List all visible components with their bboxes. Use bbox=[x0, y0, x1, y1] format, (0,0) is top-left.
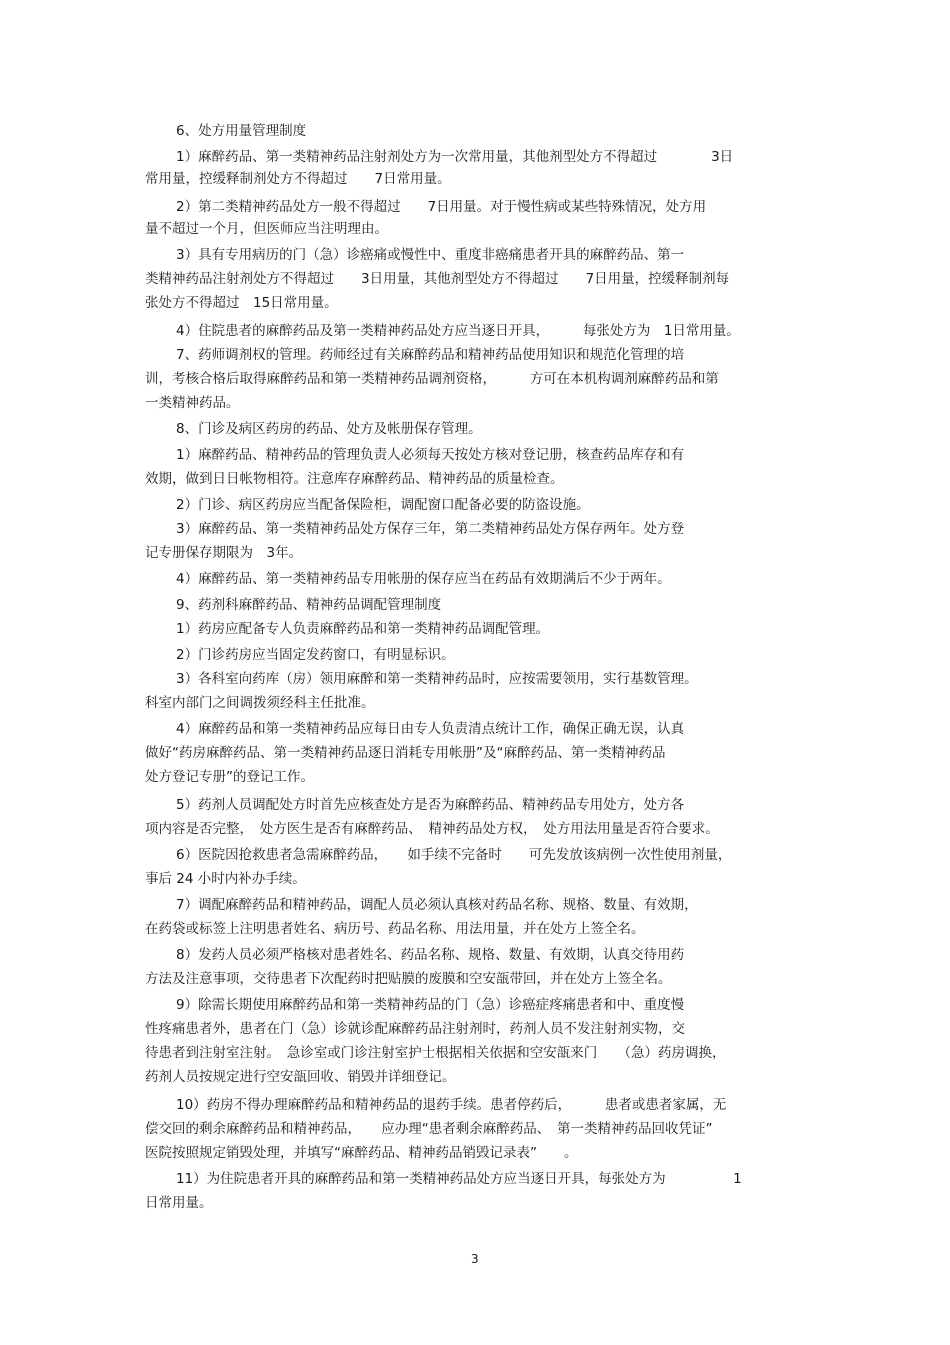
paragraph-line: 量不超过一个月，但医师应当注明理由。 bbox=[145, 221, 388, 237]
paragraph-line: 处方登记专册”的登记工作。 bbox=[145, 769, 314, 785]
page-number: 3 bbox=[471, 1252, 479, 1266]
paragraph-line: 偿交回的剩余麻醉药品和精神药品， 应办理“患者剩余麻醉药品、 第一类精神药品回收凭证” bbox=[145, 1121, 713, 1137]
section-heading: 9、药剂科麻醉药品、精神药品调配管理制度 bbox=[176, 597, 442, 613]
paragraph-line: 类精神药品注射剂处方不得超过 3日用量，其他剂型处方不得超过 7日用量，控缓释制剂每 bbox=[145, 271, 730, 287]
paragraph-line: 日常用量。 bbox=[145, 1195, 213, 1211]
paragraph-line: 8）发药人员必须严格核对患者姓名、药品名称、规格、数量、有效期，认真交待用药 bbox=[176, 947, 685, 963]
section-heading: 7、药师调剂权的管理。药师经过有关麻醉药品和精神药品使用知识和规范化管理的培 bbox=[176, 347, 685, 363]
paragraph-line: 3）具有专用病历的门（急）诊癌痛或慢性中、重度非癌痛患者开具的麻醉药品、第一 bbox=[176, 247, 685, 263]
paragraph-line: 4）住院患者的麻醉药品及第一类精神药品处方应当逐日开具， 每张处方为 1日常用量。 bbox=[176, 323, 740, 339]
paragraph-line: 事后 24 小时内补办手续。 bbox=[145, 871, 306, 887]
section-heading: 6、处方用量管理制度 bbox=[176, 123, 307, 139]
paragraph-line: 效期，做到日日帐物相符。注意库存麻醉药品、精神药品的质量检查。 bbox=[145, 471, 564, 487]
paragraph-line: 项内容是否完整， 处方医生是否有麻醉药品、 精神药品处方权， 处方用法用量是否符合要求。 bbox=[145, 821, 719, 837]
paragraph-line: 9）除需长期使用麻醉药品和第一类精神药品的门（急）诊癌症疼痛患者和中、重度慢 bbox=[176, 997, 685, 1013]
paragraph-line: 药剂人员按规定进行空安瓿回收、销毁并详细登记。 bbox=[145, 1069, 456, 1085]
paragraph-line: 11）为住院患者开具的麻醉药品和第一类精神药品处方应当逐日开具，每张处方为 1 bbox=[176, 1171, 742, 1187]
paragraph-line: 2）第二类精神药品处方一般不得超过 7日用量。对于慢性病或某些特殊情况，处方用 bbox=[176, 199, 707, 215]
paragraph-line: 5）药剂人员调配处方时首先应核查处方是否为麻醉药品、精神药品专用处方，处方各 bbox=[176, 797, 685, 813]
paragraph-line: 做好“药房麻醉药品、第一类精神药品逐日消耗专用帐册”及“麻醉药品、第一类精神药品 bbox=[145, 745, 666, 761]
paragraph-line: 10）药房不得办理麻醉药品和精神药品的退药手续。患者停药后， 患者或患者家属，无 bbox=[176, 1097, 727, 1113]
paragraph-line: 3）麻醉药品、第一类精神药品处方保存三年，第二类精神药品处方保存两年。处方登 bbox=[176, 521, 685, 537]
paragraph-line: 医院按照规定销毁处理，并填写“麻醉药品、精神药品销毁记录表” 。 bbox=[145, 1145, 578, 1161]
paragraph-line: 待患者到注射室注射。 急诊室或门诊注射室护士根据相关依据和空安瓿来门 （急）药房调换， bbox=[145, 1045, 726, 1061]
paragraph-line: 张处方不得超过 15日常用量。 bbox=[145, 295, 338, 311]
paragraph-line: 训，考核合格后取得麻醉药品和第一类精神药品调剂资格， 方可在本机构调剂麻醉药品和第 bbox=[145, 371, 719, 387]
paragraph-line: 2）门诊、病区药房应当配备保险柜，调配窗口配备必要的防盗设施。 bbox=[176, 497, 590, 513]
paragraph-line: 性疼痛患者外，患者在门（急）诊就诊配麻醉药品注射剂时，药剂人员不发注射剂实物，交 bbox=[145, 1021, 685, 1037]
section-heading: 8、门诊及病区药房的药品、处方及帐册保存管理。 bbox=[176, 421, 482, 437]
paragraph-line: 一类精神药品。 bbox=[145, 395, 240, 411]
paragraph-line: 记专册保存期限为 3年。 bbox=[145, 545, 303, 561]
paragraph-line: 1）麻醉药品、精神药品的管理负责人必须每天按处方核对登记册，核查药品库存和有 bbox=[176, 447, 685, 463]
paragraph-line: 7）调配麻醉药品和精神药品，调配人员必须认真核对药品名称、规格、数量、有效期， bbox=[176, 897, 698, 913]
paragraph-line: 4）麻醉药品和第一类精神药品应每日由专人负责清点统计工作，确保正确无误，认真 bbox=[176, 721, 685, 737]
paragraph-line: 4）麻醉药品、第一类精神药品专用帐册的保存应当在药品有效期满后不少于两年。 bbox=[176, 571, 671, 587]
paragraph-line: 1）麻醉药品、第一类精神药品注射剂处方为一次常用量，其他剂型处方不得超过 3日 bbox=[176, 149, 734, 165]
paragraph-line: 6）医院因抢救患者急需麻醉药品， 如手续不完备时 可先发放该病例一次性使用剂量， bbox=[176, 847, 732, 863]
paragraph-line: 常用量，控缓释制剂处方不得超过 7日常用量。 bbox=[145, 171, 451, 187]
paragraph-line: 方法及注意事项，交待患者下次配药时把贴膜的废膜和空安瓿带回，并在处方上签全名。 bbox=[145, 971, 672, 987]
paragraph-line: 2）门诊药房应当固定发药窗口，有明显标识。 bbox=[176, 647, 455, 663]
paragraph-line: 科室内部门之间调拨须经科主任批准。 bbox=[145, 695, 375, 711]
paragraph-line: 1）药房应配备专人负责麻醉药品和第一类精神药品调配管理。 bbox=[176, 621, 550, 637]
paragraph-line: 在药袋或标签上注明患者姓名、病历号、药品名称、用法用量，并在处方上签全名。 bbox=[145, 921, 645, 937]
paragraph-line: 3）各科室向药库（房）领用麻醉和第一类精神药品时，应按需要领用，实行基数管理。 bbox=[176, 671, 698, 687]
